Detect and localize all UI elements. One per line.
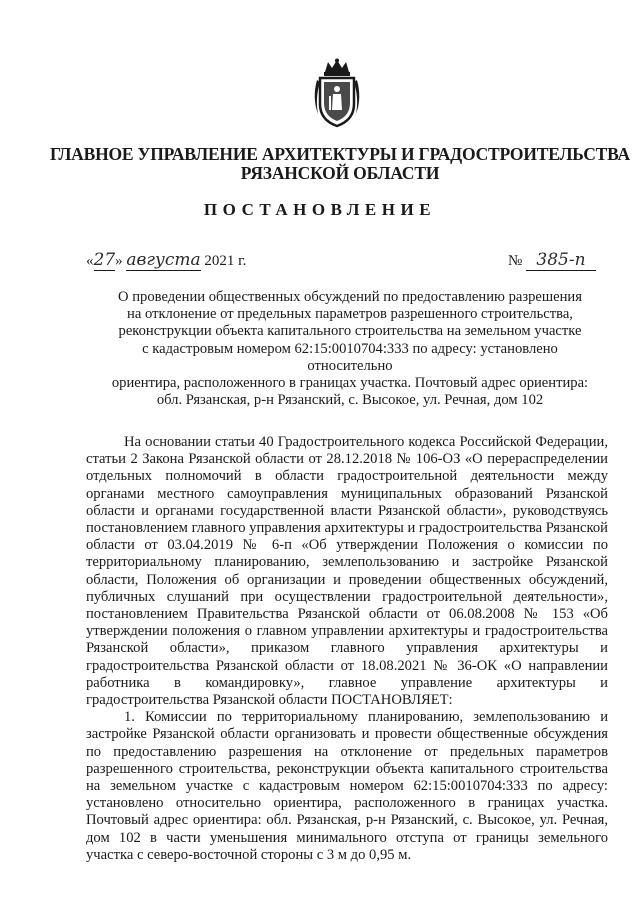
subject-line: ориентира, расположенного в границах участка. Почтовый адрес ориентира: [111,375,589,392]
date-day: 27 [93,250,116,270]
date-open-quote: « [86,253,94,269]
date-year: 2021 г. [204,253,247,269]
number-label: № [507,253,523,269]
date-close-quote: » [115,253,123,269]
subject-line: на отклонение от предельных параметров разрешенного строительства, [127,306,573,323]
number-value: 385-п [526,250,596,271]
subject-line: О проведении общественных обсуждений по предоставлению разрешения [118,289,582,305]
document-subject [110,289,590,409]
coat-of-arms-icon [312,58,362,130]
document-body [86,434,608,864]
subject-line: с кадастровым номером 62:15:0010704:333 по адресу: установлено относительно [142,340,558,374]
document-title: ПОСТАНОВЛЕНИЕ [203,200,437,219]
date-month: августа [126,250,201,270]
subject-line: обл. Рязанская, р-н Рязанский, с. Высокое, ул. Речная, дом 102 [156,392,544,409]
subject-line: реконструкции объекта капитального строительства на земельном участке [118,323,582,340]
document-date [86,250,246,271]
body-paragraph-item-1: 1. Комиссии по территориальному планированию, землепользованию и застройке Рязанской области организовать и провести общественные обсуждения по предоставлению разрешения на отклонение от предельных параметров разрешенного строительства, реконструкции объекта капитального строительства на земельном участке с кадастровым номером 62:15:0010704:333 по адресу: установлено относительно ориентира, расположенного в границах участка. Почтовый адрес ориентира: обл. Рязанская, р-н Рязанский, с. Высокое, ул. Речная, дом 102 в части уменьшения минимального отступа от границы земельного участка с северо-восточной стороны с 3 м до 0,95 м. [86,709,608,863]
organization-name-line1: ГЛАВНОЕ УПРАВЛЕНИЕ АРХИТЕКТУРЫ И ГРАДОСТРОИТЕЛЬСТВА [50,144,630,164]
dateline [86,250,596,276]
organization-name-line2: РЯЗАНСКОЙ ОБЛАСТИ [240,163,440,183]
body-paragraph-preamble: На основании статьи 40 Градостроительного кодекса Российской Федерации, статьи 2 Закона Рязанской области от 28.12.2018 № 106-ОЗ «О перераспределении отдельных полномочий в области градостроительной деятельности между органами местного самоуправления муниципальных образований Рязанской области и органами государственной власти Рязанской области», руководствуясь постановлением главного управления архитектуры и градостроительства Рязанской области от 03.04.2019 № 6-п «Об утверждении Положения о комиссии по территориальному планированию, землепользованию и застройке Рязанской области, Положения об организации и проведении общественных обсуждений, публичных слушаний при осуществлении градостроительной деятельности», постановлением Правительства Рязанской области от 06.08.2008 № 153 «Об утверждении положения о главном управлении архитектуры и градостроительства Рязанской области», приказом главного управления архитектуры и градостроительства Рязанской области от 18.08.2021 № 36-ОК «О направлении работника в командировку», главное управление архитектуры и градостроительства Рязанской области ПОСТАНОВЛЯЕТ: [86,434,608,709]
document-number [508,250,596,271]
